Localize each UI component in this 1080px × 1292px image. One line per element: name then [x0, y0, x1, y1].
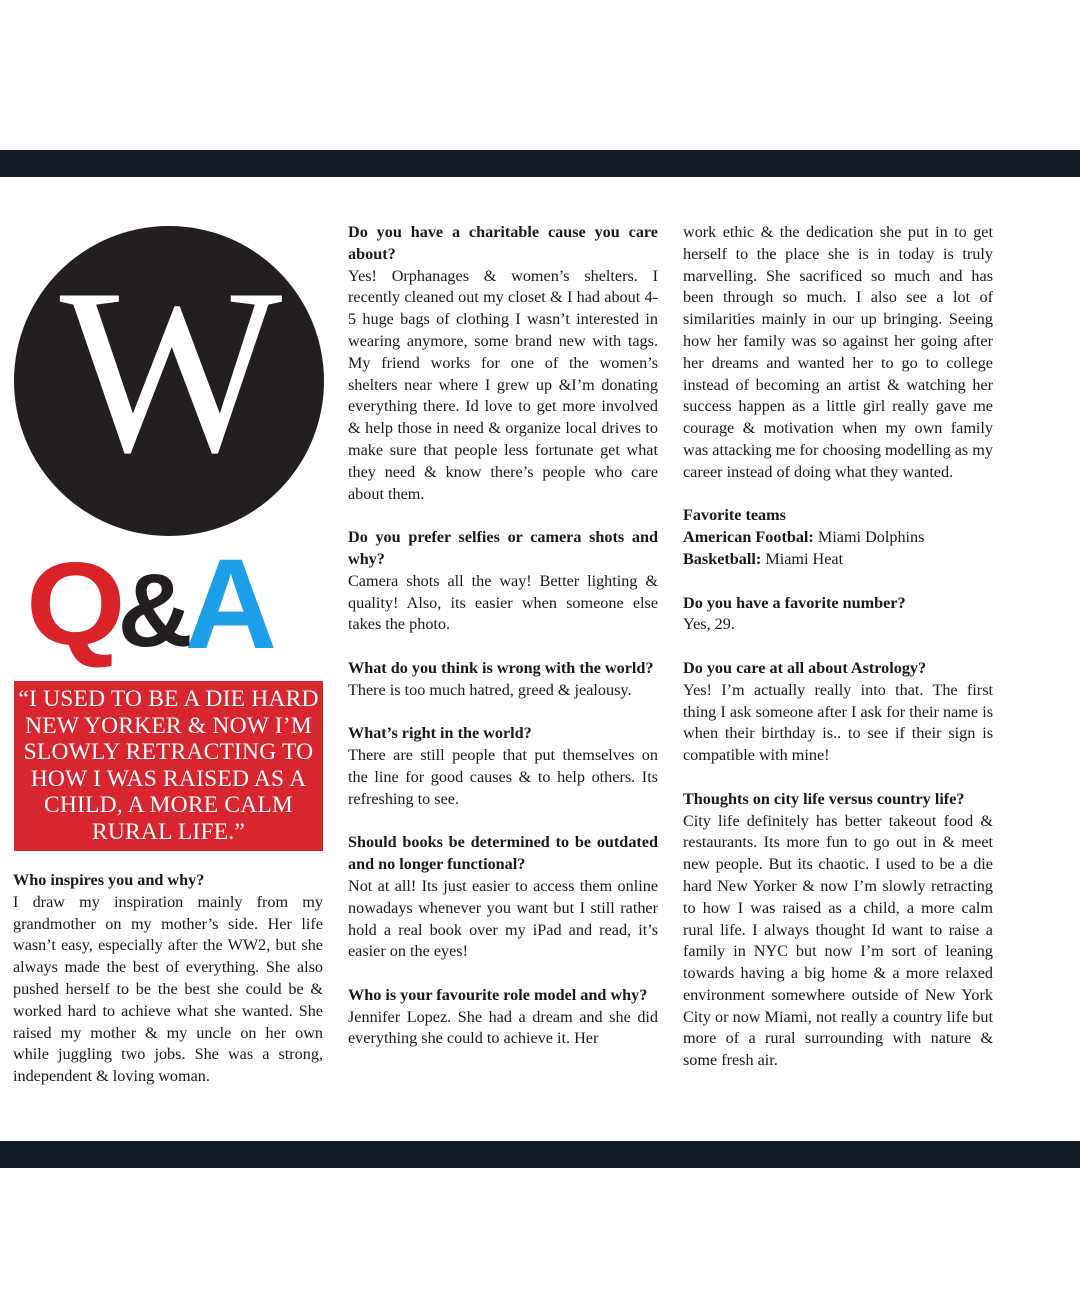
team-football-value: Miami Dolphins — [813, 528, 925, 547]
question-heading: Thoughts on city life versus country life? — [683, 789, 965, 808]
question-heading: What’s right in the world? — [348, 724, 532, 743]
answer-text: There are still people that put themselves on the line for good causes & to help others. Its refreshing to see. — [348, 746, 658, 808]
team-football-label: American Footbal: — [683, 528, 814, 547]
question-heading: Do you have a favorite number? — [683, 593, 906, 612]
answer-text: There is too much hatred, greed & jealousy. — [348, 680, 632, 699]
answer-text: I draw my inspiration mainly from my grandmother on my mother’s side. Her life wasn’t easy, especially after the WW2, but she always made the best of everything. She also pushed herself to be the best she could be & worked hard to achieve what she wanted. She raised my mother & my uncle on her own while juggling two jobs. She was a strong, independent & loving woman. — [13, 892, 323, 1086]
qa-logo-q: Q — [26, 538, 120, 671]
answer-text: Not at all! Its just easier to access them online nowadays whenever you want but I still rather hold a real book over my iPad and read, it’s easier on the eyes! — [348, 876, 658, 961]
question-heading: What do you think is wrong with the world? — [348, 658, 654, 677]
answer-text: Yes! I’m actually really into that. The first thing I ask someone after I ask for their name is when their birthday is.. to see if their sign is compatible with mine! — [683, 680, 993, 765]
qa-logo-ampersand: & — [117, 553, 187, 669]
question-heading: Who is your favourite role model and why? — [348, 985, 648, 1004]
column-2 — [348, 222, 658, 1050]
column-1 — [13, 870, 323, 1088]
w-logo-letter: W — [59, 241, 279, 502]
question-heading: Do you care at all about Astrology? — [683, 658, 927, 677]
qa-logo-a: A — [184, 533, 272, 676]
answer-text: Yes, 29. — [683, 615, 735, 634]
answer-text: Yes! Orphanages & women’s shelters. I recently cleaned out my closet & I had about 4-5 huge bags of clothing I wasn’t interested in wearing anymore, some brand new with tags. My friend works for one of the women’s shelters near where I grew up &I’m donating everything there. Id love to get more involved & help those in need & organize local drives to make sure that people less fortunate get what they need & know there’s people who care about them. — [348, 266, 658, 503]
team-football — [683, 527, 993, 549]
teams-heading: Favorite teams — [683, 506, 786, 525]
answer-text-continued: work ethic & the dedication she put in to get herself to the place she is in today is truly marvelling. She sacrificed so much and has been through so much. I also see a lot of similarities mainly in our up bringing. Seeing how her family was so against her going after her dreams and wanted her to go to college instead of becoming an artist & watching her success happen as a little girl really gave me courage & motivation when my own family was attacking me for choosing modelling as my career instead of doing what they wanted. — [683, 223, 993, 481]
answer-text: City life definitely has better takeout food & restaurants. Its more fun to go out in & meet new people. But its chaotic. I used to be a die hard New Yorker & now I’m slowly retracting to how I was raised as a child, a more calm rural life. I always thought Id want to raise a family in NYC but now I’m sort of leaning towards having a big home & a more relaxed environment somewhere outside of New York City or now Miami, not really a country life but more of a rural surrounding with nature & some fresh air. — [683, 811, 993, 1070]
column-3 — [683, 222, 993, 1072]
question-heading: Who inspires you and why? — [13, 871, 205, 889]
bottom-border-bar — [0, 1141, 1080, 1168]
pull-quote: “I USED TO BE A DIE HARD NEW YORKER & NOW I’M SLOWLY RETRACTING TO HOW I WAS RAISED AS A CHILD, A MORE CALM RURAL LIFE.” — [14, 681, 323, 851]
question-heading: Should books be determined to be outdated and no longer functional? — [348, 833, 658, 874]
w-logo-circle — [14, 226, 324, 536]
qa-logo — [26, 533, 326, 676]
question-heading: Do you prefer selfies or camera shots and why? — [348, 528, 658, 568]
top-border-bar — [0, 150, 1080, 177]
team-basketball-label: Basketball: — [683, 549, 762, 568]
question-heading: Do you have a charitable cause you care about? — [348, 223, 658, 263]
answer-text: Jennifer Lopez. She had a dream and she did everything she could to achieve it. Her — [348, 1007, 658, 1048]
answer-text: Camera shots all the way! Better lighting & quality! Also, its easier when someone else takes the photo. — [348, 571, 658, 634]
team-basketball-value: Miami Heat — [761, 549, 844, 568]
team-basketball — [683, 549, 993, 571]
